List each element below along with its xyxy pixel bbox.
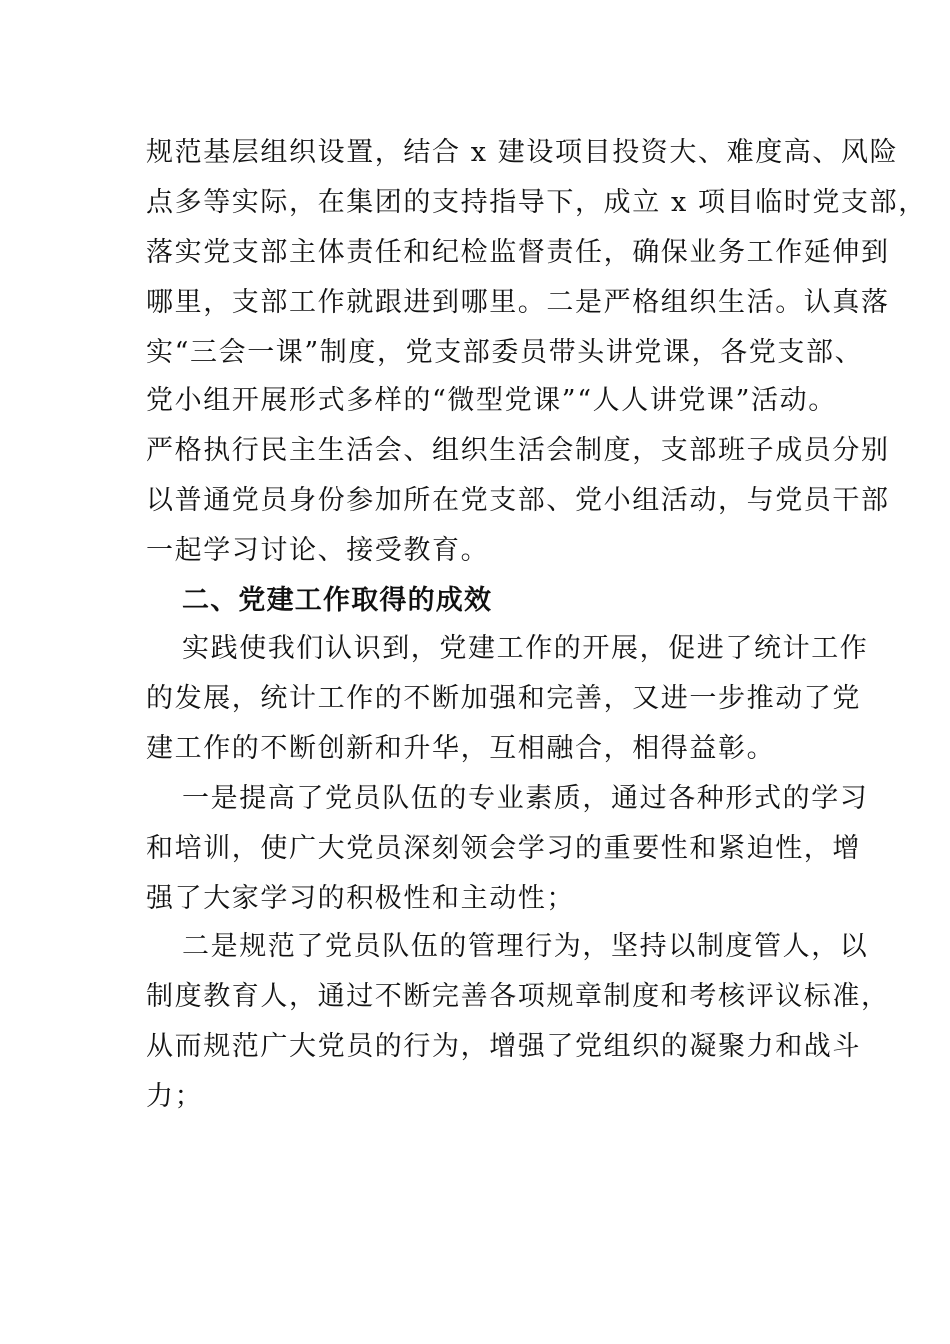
- text-line: 规范基层组织设置，结合 x 建设项目投资大、难度高、风险: [146, 137, 899, 168]
- text-line: 和培训，使广大党员深刻领会学习的重要性和紧迫性，增: [146, 833, 861, 864]
- text-line: 一起学习讨论、接受教育。: [146, 535, 490, 566]
- text-line: 实“三会一课”制度，党支部委员带头讲党课，各党支部、: [146, 337, 864, 368]
- text-line: 严格执行民主生活会、组织生活会制度，支部班子成员分别: [146, 435, 890, 466]
- text-line: 的发展，统计工作的不断加强和完善，又进一步推动了党: [146, 683, 861, 714]
- text-line: 党小组开展形式多样的“微型党课”“人人讲党课”活动。: [146, 385, 837, 416]
- text-line: 哪里，支部工作就跟进到哪里。二是严格组织生活。认真落: [146, 287, 890, 318]
- section-heading: 二、党建工作取得的成效: [182, 585, 493, 616]
- text-line: 制度教育人，通过不断完善各项规章制度和考核评议标准，: [146, 981, 890, 1012]
- text-line: 点多等实际，在集团的支持指导下，成立 x 项目临时党支部，: [146, 187, 927, 218]
- text-line: 从而规范广大党员的行为，增强了党组织的凝聚力和战斗: [146, 1031, 861, 1062]
- text-line: 落实党支部主体责任和纪检监督责任，确保业务工作延伸到: [146, 237, 890, 268]
- text-line: 实践使我们认识到，党建工作的开展，促进了统计工作: [182, 633, 869, 664]
- text-line: 以普通党员身份参加所在党支部、党小组活动，与党员干部: [146, 485, 890, 516]
- text-line: 一是提高了党员队伍的专业素质，通过各种形式的学习: [182, 783, 869, 814]
- text-line: 力；: [146, 1081, 204, 1112]
- text-line: 二是规范了党员队伍的管理行为，坚持以制度管人，以: [182, 931, 869, 962]
- text-line: 建工作的不断创新和升华，互相融合，相得益彰。: [146, 733, 776, 764]
- text-line: 强了大家学习的积极性和主动性；: [146, 883, 575, 914]
